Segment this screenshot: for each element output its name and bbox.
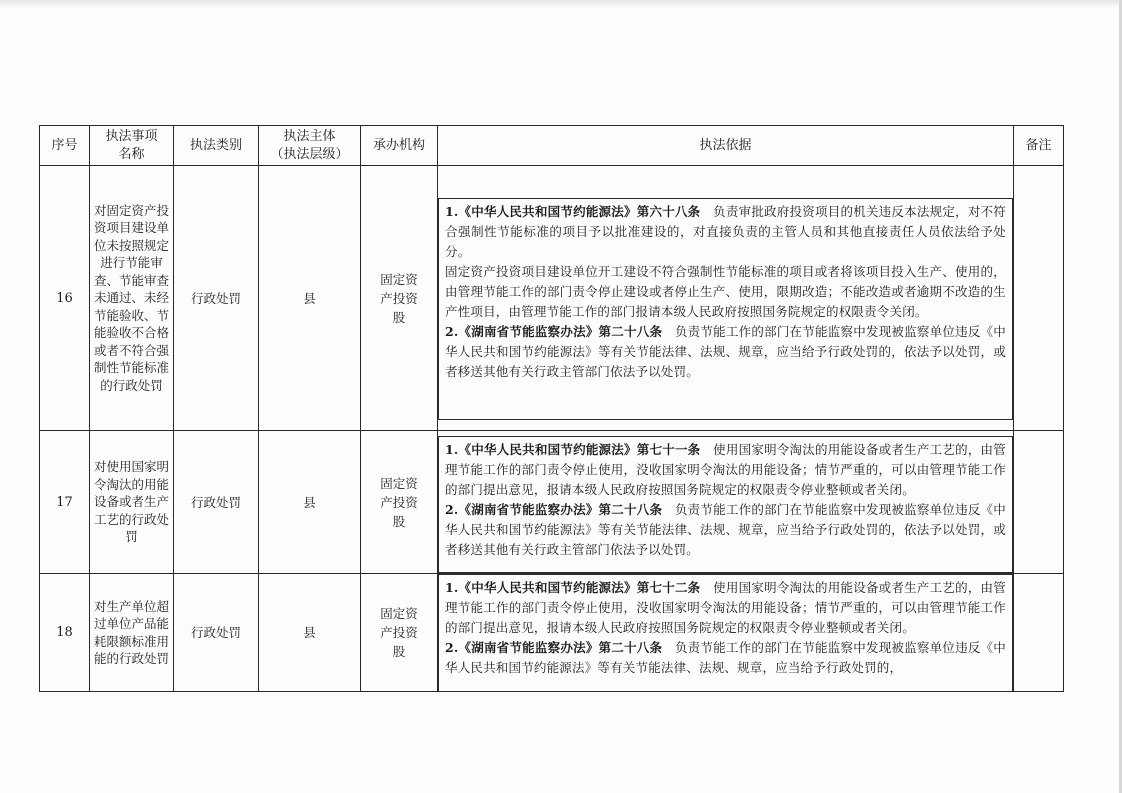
row-seq: 18 xyxy=(40,574,90,692)
header-subject-line2: （执法层级） xyxy=(270,146,349,162)
basis-article-title: 1.《中华人民共和国节约能源法》第六十八条 xyxy=(445,204,701,219)
row-subject: 县 xyxy=(259,166,361,431)
scan-edge-top xyxy=(0,0,1122,8)
enforcement-table xyxy=(39,125,1064,692)
basis-paragraph xyxy=(445,202,1006,262)
table-row xyxy=(40,166,1064,431)
row-basis xyxy=(438,431,1014,574)
row-basis xyxy=(438,166,1014,431)
basis-article-text: 负责节能工作的部门在节能监察中发现被监察单位违反《中华人民共和国节约能源法》等有关节能法律、法规、规章，应当给予行政处罚的，依法予以处罚，或者移送其他有关行政主管部门依法予以处罚。 xyxy=(445,501,1006,557)
basis-paragraph xyxy=(445,322,1006,382)
basis-paragraph xyxy=(445,500,1006,560)
row-seq: 16 xyxy=(40,166,90,431)
basis-article-text: 使用国家明令淘汰的用能设备或者生产工艺的，由管理节能工作的部门责令停止使用，没收国家明令淘汰的用能设备；情节严重的，可以由管理节能工作的部门提出意见，报请本级人民政府按照国务院规定的权限责令停业整顿或者关闭。 xyxy=(445,441,1006,497)
row-basis xyxy=(438,574,1014,692)
row-org-label: 固定资产投资股 xyxy=(380,475,418,529)
basis-paragraph xyxy=(445,638,1006,678)
header-item-label: 执法事项名称 xyxy=(105,128,158,162)
basis-paragraph xyxy=(445,440,1006,500)
row-remark xyxy=(1014,574,1064,692)
basis-box xyxy=(438,436,1013,573)
row-org xyxy=(361,166,438,431)
basis-article-text: 负责审批政府投资项目的机关违反本法规定，对不符合强制性节能标准的项目予以批准建设的，对直接负责的主管人员和其他直接责任人员依法给予处分。 xyxy=(445,204,1006,259)
basis-article-text: 负责节能工作的部门在节能监察中发现被监察单位违反《中华人民共和国节约能源法》等有关节能法律、法规、规章，应当给予行政处罚的， xyxy=(445,640,1006,675)
basis-article-text: 负责节能工作的部门在节能监察中发现被监察单位违反《中华人民共和国节约能源法》等有关节能法律、法规、规章，应当给予行政处罚的，依法予以处罚，或者移送其他有关行政主管部门依法予以处罚。 xyxy=(445,324,1006,379)
basis-article-title: 2.《湖南省节能监察办法》第二十八条 xyxy=(445,324,663,339)
basis-box xyxy=(438,198,1013,420)
header-org: 承办机构 xyxy=(361,126,438,166)
row-remark xyxy=(1014,166,1064,431)
basis-article-text: 使用国家明令淘汰的用能设备或者生产工艺的，由管理节能工作的部门责令停止使用，没收国家明令淘汰的用能设备；情节严重的，可以由管理节能工作的部门提出意见，报请本级人民政府按照国务院规定的权限责令停业整顿或者关闭。 xyxy=(445,580,1006,635)
basis-paragraph xyxy=(445,578,1006,638)
table-row xyxy=(40,431,1064,574)
row-category: 行政处罚 xyxy=(174,574,259,692)
header-remark: 备注 xyxy=(1014,126,1064,166)
basis-article-title: 2.《湖南省节能监察办法》第二十八条 xyxy=(445,640,663,655)
row-remark xyxy=(1014,431,1064,574)
table-header-row xyxy=(40,126,1064,166)
basis-article-title: 1.《中华人民共和国节约能源法》第七十二条 xyxy=(445,580,701,595)
row-item-name: 对固定资产投资项目建设单位未按照规定进行节能审查、节能审查未通过、未经节能验收、节能验收不合格或者不符合强制性节能标准的行政处罚 xyxy=(90,166,174,431)
basis-box xyxy=(438,574,1013,691)
row-subject: 县 xyxy=(259,574,361,692)
basis-article-text: 固定资产投资项目建设单位开工建设不符合强制性节能标准的项目或者将该项目投入生产、使用的，由管理节能工作的部门责令停止建设或者停止生产、使用，限期改造；不能改造或者逾期不改造的生产性项目，由管理节能工作的部门报请本级人民政府按照国务院规定的权限责令关闭。 xyxy=(445,264,1006,319)
header-seq: 序号 xyxy=(40,126,90,166)
row-item-name: 对使用国家明令淘汰的用能设备或者生产工艺的行政处罚 xyxy=(90,431,174,574)
header-subject-line1: 执法主体 xyxy=(283,128,336,144)
header-subject xyxy=(259,126,361,166)
row-category: 行政处罚 xyxy=(174,431,259,574)
header-item xyxy=(90,126,174,166)
row-item-name: 对生产单位超过单位产品能耗限额标准用能的行政处罚 xyxy=(90,574,174,692)
basis-paragraph xyxy=(445,262,1006,322)
row-seq: 17 xyxy=(40,431,90,574)
table-row xyxy=(40,574,1064,692)
header-category: 执法类别 xyxy=(174,126,259,166)
basis-article-title: 1.《中华人民共和国节约能源法》第七十一条 xyxy=(445,441,701,457)
row-org xyxy=(361,574,438,692)
row-org-label: 固定资产投资股 xyxy=(380,606,418,659)
basis-article-title: 2.《湖南省节能监察办法》第二十八条 xyxy=(445,501,663,517)
row-subject: 县 xyxy=(259,431,361,574)
row-org xyxy=(361,431,438,574)
row-org-label: 固定资产投资股 xyxy=(380,271,418,325)
header-basis: 执法依据 xyxy=(438,126,1014,166)
row-category: 行政处罚 xyxy=(174,166,259,431)
